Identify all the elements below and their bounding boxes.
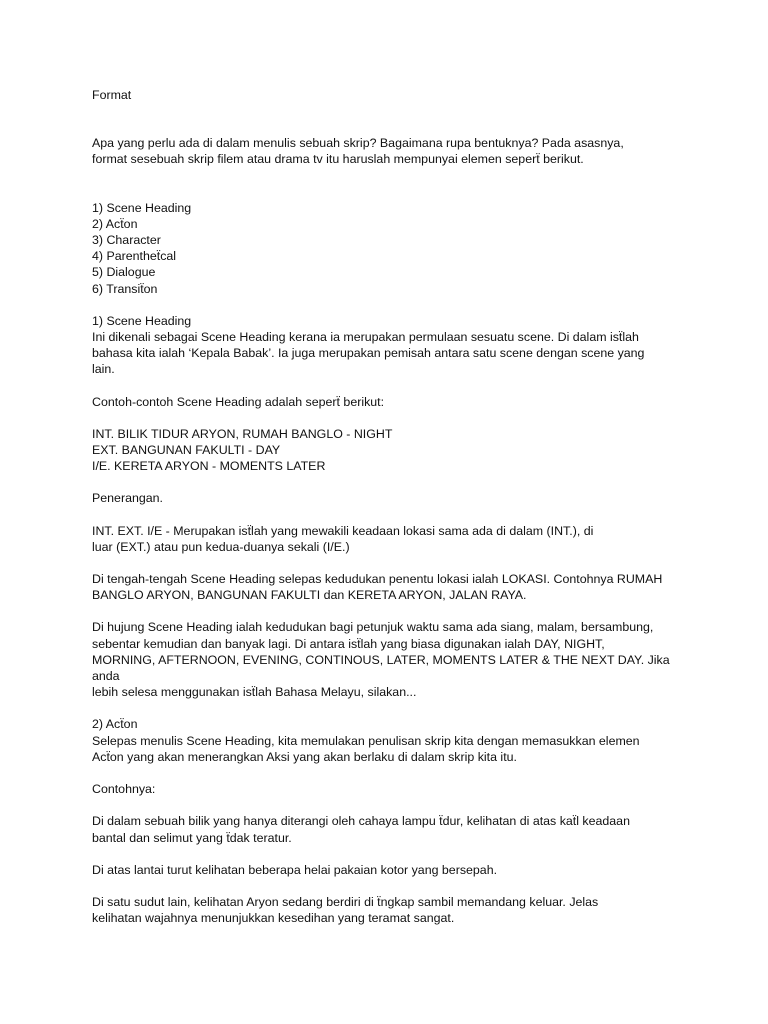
text-line: Di atas lantai turut kelihatan beberapa helai pakaian kotor yang bersepah. (92, 862, 498, 877)
action-section (92, 716, 692, 926)
text-line: Selepas menulis Scene Heading, kita memulakan penulisan skrip kita dengan memasukkan elemen (92, 733, 640, 748)
text-line: lain. (92, 362, 115, 377)
example-line: INT. BILIK TIDUR ARYON, RUMAH BANGLO - NIGHT (92, 426, 393, 441)
document-page (92, 87, 692, 926)
text-line: bantal dan selimut yang ẗdak teratur. (92, 830, 292, 845)
section-heading: 1) Scene Heading (92, 313, 192, 328)
text-line: Apa yang perlu ada di dalam menulis sebuah skrip? Bagaimana rupa bentuknya? Pada asasnya, (92, 136, 624, 151)
examples-intro: Contoh-contoh Scene Heading adalah seperẗ berikut: (92, 394, 385, 409)
text-line: Di tengah-tengah Scene Heading selepas kedudukan penentu lokasi ialah LOKASI. Contohnya RUMAH (92, 572, 663, 587)
scene-heading-section (92, 313, 692, 701)
explanation-label: Penerangan. (92, 491, 163, 506)
example-label: Contohnya: (92, 782, 156, 797)
intro-paragraph (92, 135, 692, 167)
example-line: I/E. KERETA ARYON - MOMENTS LATER (92, 459, 326, 474)
text-line: bahasa kita ialah ‘Kepala Babak’. Ia juga merupakan pemisah antara satu scene dengan scene yang (92, 346, 645, 361)
list-item: 2) Acẗon (92, 216, 138, 231)
text-line: lebih selesa menggunakan isẗlah Bahasa Melayu, silakan... (92, 685, 417, 700)
element-list (92, 200, 692, 297)
text-line: kelihatan wajahnya menunjukkan kesedihan yang teramat sangat. (92, 911, 455, 926)
text-line: BANGLO ARYON, BANGUNAN FAKULTI dan KERETA ARYON, JALAN RAYA. (92, 588, 527, 603)
list-item: 6) Transiẗon (92, 281, 158, 296)
text-line: Acẗon yang akan menerangkan Aksi yang akan berlaku di dalam skrip kita itu. (92, 749, 517, 764)
doc-title: Format (92, 88, 132, 102)
list-item: 1) Scene Heading (92, 200, 192, 215)
text-line: INT. EXT. I/E - Merupakan isẗlah yang mewakili keadaan lokasi sama ada di dalam (INT.), di (92, 523, 594, 538)
section-heading: 2) Acẗon (92, 717, 138, 732)
text-line: luar (EXT.) atau pun kedua-duanya sekali (I/E.) (92, 539, 350, 554)
list-item: 4) Parentheẗcal (92, 249, 177, 264)
text-line: Di satu sudut lain, kelihatan Aryon sedang berdiri di ẗngkap sambil memandang keluar. Jelas (92, 894, 599, 909)
text-line: MORNING, AFTERNOON, EVENING, CONTINOUS, LATER, MOMENTS LATER & THE NEXT DAY. Jika anda (92, 652, 674, 684)
text-line: Ini dikenali sebagai Scene Heading kerana ia merupakan permulaan sesuatu scene. Di dalam isẗlah (92, 330, 639, 345)
list-item: 5) Dialogue (92, 265, 156, 280)
example-line: EXT. BANGUNAN FAKULTI - DAY (92, 443, 281, 458)
list-item: 3) Character (92, 233, 161, 248)
text-line: Di hujung Scene Heading ialah kedudukan bagi petunjuk waktu sama ada siang, malam, bersambung, (92, 620, 654, 635)
text-line: Di dalam sebuah bilik yang hanya diterangi oleh cahaya lampu ẗdur, kelihatan di atas kaẗl keadaan (92, 814, 630, 829)
text-line: sebentar kemudian dan banyak lagi. Di antara isẗlah yang biasa digunakan ialah DAY, NIGHT, (92, 636, 605, 651)
text-line: format sesebuah skrip filem atau drama tv itu haruslah mempunyai elemen seperẗ berikut. (92, 152, 584, 167)
